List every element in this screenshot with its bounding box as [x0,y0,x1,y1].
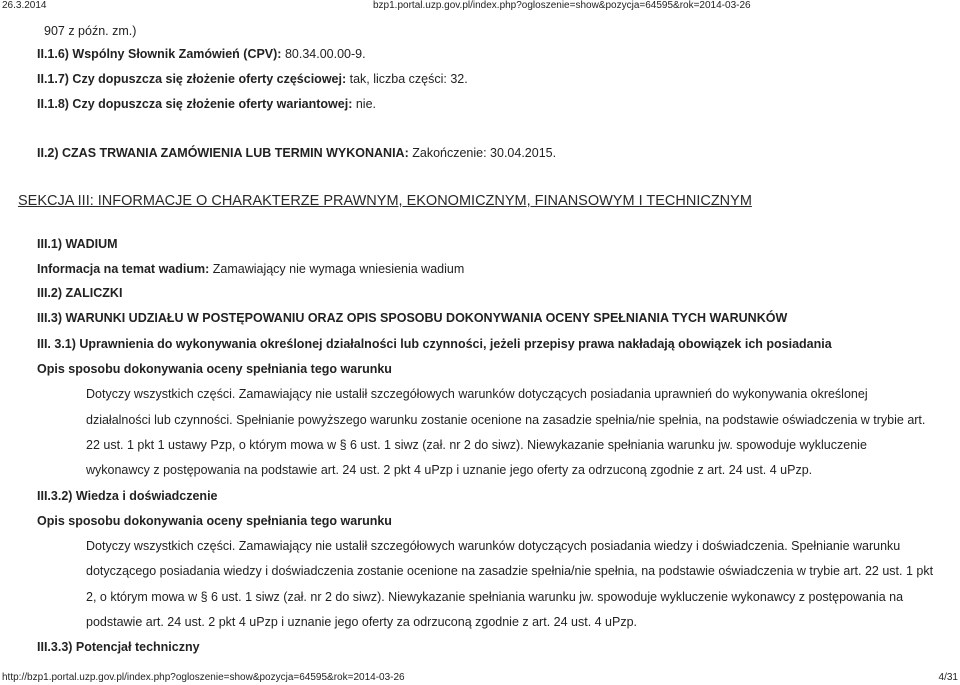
partial-offer-line [37,72,468,86]
section-title: SEKCJA III: INFORMACJE O CHARAKTERZE PRAWNYM, EKONOMICZNYM, FINANSOWYM I TECHNICZNYM [18,193,752,209]
footer-url: http://bzp1.portal.uzp.gov.pl/index.php?ogloszenie=show&pozycja=64595&rok=2014-03-26 [2,672,405,683]
paragraph-line: 2, o którym mowa w § 6 ust. 1 siwz (zał. nr 2 do siwz). Niewykazanie spełniania warunku jw. spowoduje wykluczenie wykonawcy z postępowania na [86,590,904,604]
print-date: 26.3.2014 [2,0,47,11]
partial-offer-label: II.1.7) Czy dopuszcza się złożenie oferty częściowej: [37,72,347,86]
page-number: 4/31 [938,672,958,683]
variant-offer-value: nie. [355,97,376,111]
duration-label: II.2) CZAS TRWANIA ZAMÓWIENIA LUB TERMIN WYKONANIA: [37,146,409,160]
cpv-label: II.1.6) Wspólny Słownik Zamówień (CPV): [37,47,282,61]
duration-value: Zakończenie: 30.04.2015. [412,146,557,160]
cpv-value: 80.34.00.00-9. [284,47,366,61]
uprawnienia-heading: III. 3.1) Uprawnienia do wykonywania określonej działalności lub czynności, jeżeli przepisy prawa nakładają obowiązek ich posiadania [37,337,832,351]
wadium-heading: III.1) WADIUM [37,237,118,251]
paragraph-line: dotyczącego posiadania wiedzy i doświadczenia zostanie ocenione na zasadzie spełnia/nie spełnia, na podstawie oświadczenia w trybie art. 22 ust. 1 pkt [86,564,934,578]
duration-line [37,146,556,160]
variant-offer-label: II.1.8) Czy dopuszcza się złożenie oferty wariantowej: [37,97,353,111]
zaliczki-heading: III.2) ZALICZKI [37,286,123,300]
paragraph-line: wykonawcy z postępowania na podstawie art. 24 ust. 2 pkt 4 uPzp i uznanie jego oferty za odrzuconą zgodnie z art. 24 ust. 4 uPzp. [86,463,813,477]
wadium-line [37,262,464,276]
cpv-line [37,47,366,61]
paragraph-line: Dotyczy wszystkich części. Zamawiający nie ustalił szczegółowych warunków dotyczących posiadania uprawnień do wykonywania określonej [86,387,868,401]
potencjal-heading: III.3.3) Potencjał techniczny [37,640,200,654]
paragraph-line: Dotyczy wszystkich części. Zamawiający nie ustalił szczegółowych warunków dotyczących posiadania wiedzy i doświadczenia. Spełnianie warunku [86,539,901,553]
variant-offer-line [37,97,376,111]
opis-label-1: Opis sposobu dokonywania oceny spełniania tego warunku [37,362,392,376]
text-line: 907 z późn. zm.) [44,24,137,38]
print-url: bzp1.portal.uzp.gov.pl/index.php?ogloszenie=show&pozycja=64595&rok=2014-03-26 [373,0,751,11]
warunki-heading: III.3) WARUNKI UDZIAŁU W POSTĘPOWANIU ORAZ OPIS SPOSOBU DOKONYWANIA OCENY SPEŁNIANIA TYCH WARUNKÓW [37,311,788,325]
wadium-label: Informacja na temat wadium: [37,262,210,276]
opis-label-2: Opis sposobu dokonywania oceny spełniania tego warunku [37,514,392,528]
wiedza-heading: III.3.2) Wiedza i doświadczenie [37,489,218,503]
wadium-value: Zamawiający nie wymaga wniesienia wadium [212,262,465,276]
partial-offer-value: tak, liczba części: 32. [349,72,468,86]
paragraph-line: 22 ust. 1 pkt 1 ustawy Pzp, o którym mowa w § 6 ust. 1 siwz (zał. nr 2 do siwz). Niewykazanie spełniania warunku jw. spowoduje wykluczenie [86,438,867,452]
paragraph-line: działalności lub czynności. Spełnianie powyższego warunku zostanie ocenione na zasadzie spełnia/nie spełnia, na podstawie oświadczenia w trybie art. [86,413,926,427]
paragraph-line: podstawie art. 24 ust. 2 pkt 4 uPzp i uznanie jego oferty za odrzuconą zgodnie z art. 24 ust. 4 uPzp. [86,615,638,629]
